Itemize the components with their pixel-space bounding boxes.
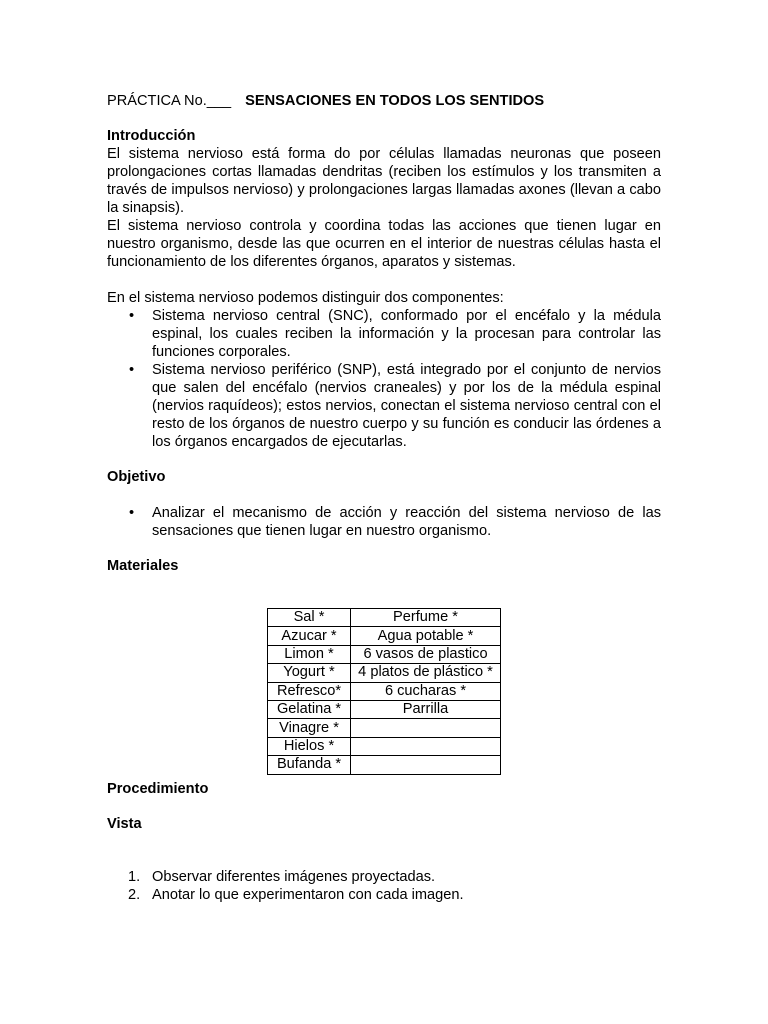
table-cell: Agua potable * bbox=[351, 627, 501, 645]
table-cell: Gelatina * bbox=[268, 700, 351, 718]
component-snc: • Sistema nervioso central (SNC), conformado por el encéfalo y la médula espinal, los cuales reciben la información y la procesan para controlar las funciones corporales. bbox=[152, 307, 661, 361]
table-row bbox=[268, 700, 501, 718]
table-cell bbox=[351, 737, 501, 755]
table-row bbox=[268, 737, 501, 755]
table-row bbox=[268, 682, 501, 700]
table-cell: 4 platos de plástico * bbox=[351, 664, 501, 682]
intro-heading: Introducción bbox=[107, 128, 196, 144]
table-cell: Bufanda * bbox=[268, 756, 351, 774]
practice-label: PRÁCTICA No. bbox=[107, 93, 207, 109]
objective-item: • Analizar el mecanismo de acción y reacción del sistema nervioso de las sensaciones que tienen lugar en nuestro organismo. bbox=[152, 504, 661, 540]
table-cell bbox=[351, 719, 501, 737]
table-cell: 6 cucharas * bbox=[351, 682, 501, 700]
table-cell: Azucar * bbox=[268, 627, 351, 645]
table-cell: Perfume * bbox=[351, 609, 501, 627]
table-row bbox=[268, 719, 501, 737]
table-cell: Refresco* bbox=[268, 682, 351, 700]
procedure-heading: Procedimiento bbox=[107, 781, 209, 797]
procedure-steps bbox=[107, 868, 661, 904]
materials-heading: Materiales bbox=[107, 558, 179, 574]
table-row bbox=[268, 664, 501, 682]
table-row bbox=[268, 609, 501, 627]
step-text: Observar diferentes imágenes proyectadas. bbox=[152, 869, 436, 885]
procedure-subheading-vista: Vista bbox=[107, 816, 142, 832]
step-number: 2. bbox=[128, 887, 141, 903]
table-row bbox=[268, 645, 501, 663]
intro-paragraph-2: El sistema nervioso controla y coordina todas las acciones que tienen lugar en nuestro organismo, desde las que ocurren en el interior de nuestras células hasta el funcionamiento de los diferentes órganos, aparatos y sistemas. bbox=[107, 218, 661, 270]
table-cell: 6 vasos de plastico bbox=[351, 645, 501, 663]
practice-title-line bbox=[107, 92, 661, 110]
intro-paragraph-1: El sistema nervioso está forma do por células llamadas neuronas que poseen prolongaciones cortas llamadas dendritas (reciben los estímulos y los transmiten a través de impulsos nervioso) y prolongaciones largas llamadas axones (llevan a cabo la sinapsis). bbox=[107, 146, 661, 216]
practice-number-blank: ___ bbox=[206, 93, 232, 109]
objective-list bbox=[107, 504, 661, 540]
table-cell bbox=[351, 756, 501, 774]
table-cell: Vinagre * bbox=[268, 719, 351, 737]
list-item bbox=[128, 868, 661, 886]
table-row bbox=[268, 627, 501, 645]
objective-heading: Objetivo bbox=[107, 469, 166, 485]
table-cell: Limon * bbox=[268, 645, 351, 663]
components-list bbox=[107, 307, 661, 451]
table-row bbox=[268, 756, 501, 774]
practice-title: SENSACIONES EN TODOS LOS SENTIDOS bbox=[245, 93, 545, 109]
table-cell: Yogurt * bbox=[268, 664, 351, 682]
step-text: Anotar lo que experimentaron con cada imagen. bbox=[152, 887, 464, 903]
component-snp: • Sistema nervioso periférico (SNP), está integrado por el conjunto de nervios que salen del encéfalo (nervios craneales) y por los de la médula espinal (nervios raquídeos); estos nervios, conectan el sistema nervioso central con el resto de los órganos de nuestro cuerpo y su función es conducir las órdenes a los órganos encargados de ejecutarlas. bbox=[152, 361, 661, 451]
materials-table bbox=[267, 608, 501, 775]
document-page bbox=[107, 92, 661, 904]
table-cell: Parrilla bbox=[351, 700, 501, 718]
step-number: 1. bbox=[128, 869, 141, 885]
table-cell: Hielos * bbox=[268, 737, 351, 755]
table-cell: Sal * bbox=[268, 609, 351, 627]
components-lead: En el sistema nervioso podemos distinguir dos componentes: bbox=[107, 290, 504, 306]
list-item bbox=[128, 886, 661, 904]
